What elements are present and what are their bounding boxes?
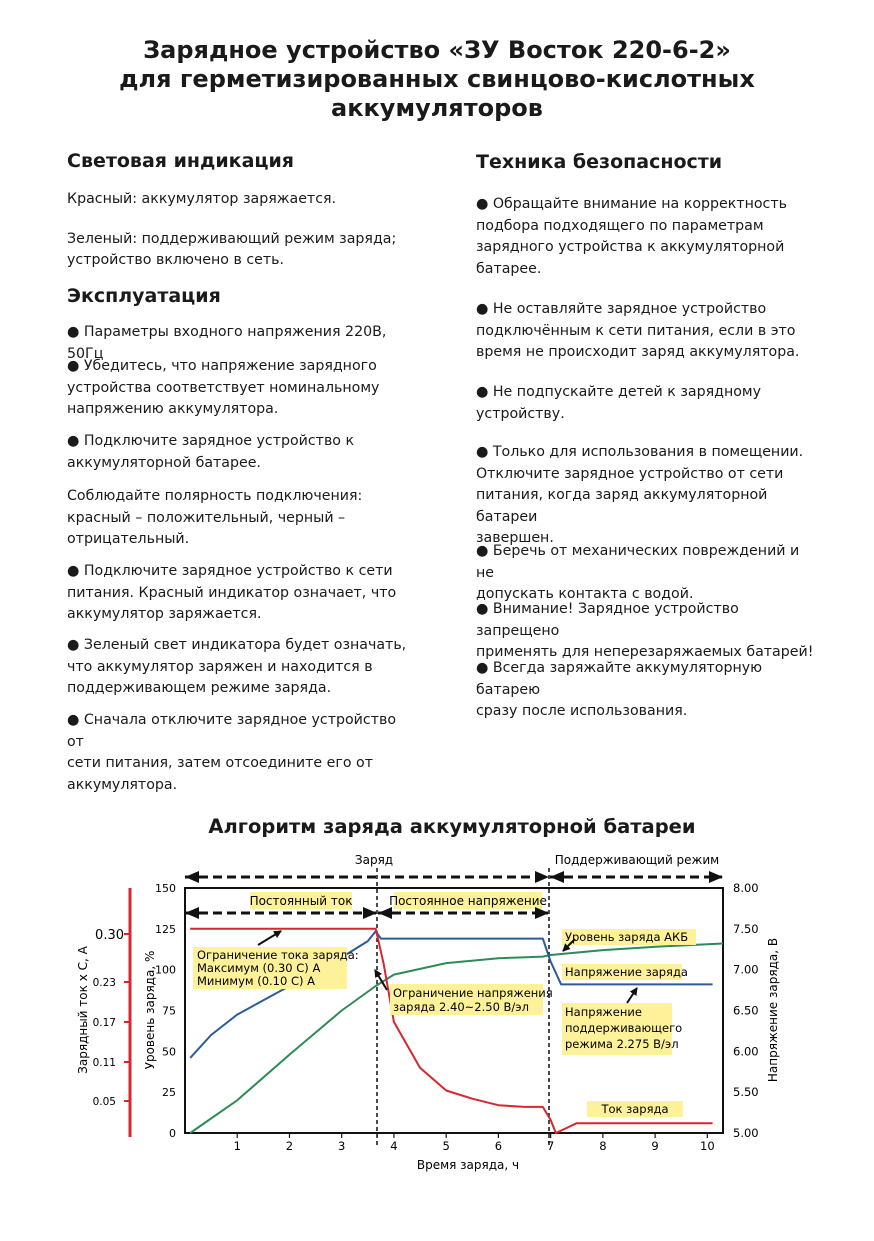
svg-text:Уровень заряда АКБ: Уровень заряда АКБ: [565, 930, 689, 944]
svg-text:Напряжение: Напряжение: [565, 1005, 642, 1019]
operation-item: ● Подключите зарядное устройство к аккумуляторной батарее.: [67, 433, 355, 471]
safety-item: ● Не подпускайте детей к зарядному устройству.: [476, 384, 762, 422]
indication-green-line-2: устройство включено в сеть.: [67, 252, 285, 268]
x-tick-label: 9: [651, 1139, 659, 1153]
phase-float-label: Поддерживающий режим: [554, 853, 720, 867]
safety-item: ● Только для использования в помещении. Отключите зарядное устройство от сети питания, когда заряд аккумуляторной батареи завершен.: [476, 444, 804, 546]
x-tick-label: 7: [546, 1139, 555, 1153]
left-tick-label: 50: [162, 1045, 176, 1059]
current-tick-label: 0.05: [92, 1096, 116, 1108]
left-tick-label: 0: [169, 1127, 176, 1140]
phase-float-arrow-left: [550, 871, 564, 883]
safety-item: ● Не оставляйте зарядное устройство подключённым к сети питания, если в это время не происходит заряд аккумулятора.: [476, 301, 800, 360]
title-line-3: аккумуляторов: [331, 94, 543, 122]
annotation-float-voltage: [562, 988, 682, 1055]
svg-text:Ток заряда: Ток заряда: [601, 1102, 669, 1116]
stage-cc-arrow-right: [363, 907, 377, 919]
chart-title: Алгоритм заряда аккумуляторной батареи: [208, 815, 696, 838]
stage-cc-label: Постоянный ток: [249, 894, 353, 908]
safety-item: ● Беречь от механических повреждений и не допускать контакта с водой.: [476, 543, 800, 602]
svg-text:Ограничение напряжения: Ограничение напряжения: [393, 986, 553, 1000]
x-tick-label: 4: [390, 1139, 398, 1153]
operation-item: ● Убедитесь, что напряжение зарядного устройства соответствует номинальному напряжению аккумулятора.: [67, 358, 380, 417]
current-tick-label: 0.17: [92, 1017, 116, 1029]
indication-green-line-1: Зеленый: поддерживающий режим заряда;: [67, 231, 397, 247]
operation-heading: Эксплуатация: [67, 285, 221, 307]
operation-item: ● Параметры входного напряжения 220В, 50Гц: [67, 324, 387, 362]
current-tick-label: 0.11: [92, 1057, 116, 1069]
current-tick-label: 0.30: [95, 928, 124, 943]
right-tick-label: 7.50: [733, 921, 759, 936]
left-axis-label: Уровень заряда, %: [143, 950, 157, 1070]
annotation-charge-current: [587, 1101, 683, 1117]
phase-charge-arrow-right: [535, 871, 549, 883]
safety-item: ● Всегда заряжайте аккумуляторную батарею сразу после использования.: [476, 660, 763, 719]
right-tick-label: 6.00: [733, 1044, 759, 1059]
right-tick-label: 7.00: [733, 962, 759, 977]
right-axis-label: Напряжение заряда, В: [766, 937, 780, 1083]
x-tick-label: 10: [700, 1139, 715, 1153]
stage-cc-arrow-left: [185, 907, 199, 919]
right-tick-label: 6.50: [733, 1003, 759, 1018]
operation-item: ● Сначала отключите зарядное устройство от сети питания, затем отсоедините его от аккумулятора.: [67, 712, 397, 793]
svg-text:Минимум (0.10 С) А: Минимум (0.10 С) А: [197, 974, 315, 988]
annotation-current-limit: [193, 931, 359, 989]
left-tick-label: 100: [155, 963, 176, 977]
left-tick-label: 150: [155, 882, 176, 895]
stage-cv-label: Постоянное напряжение: [389, 894, 547, 908]
indication-red: Красный: аккумулятор заряжается.: [67, 191, 337, 207]
title-line-2: для герметизированных свинцово-кислотных: [119, 65, 755, 93]
phase-charge-arrow-left: [185, 871, 199, 883]
safety-heading: Техника безопасности: [476, 151, 723, 173]
left-tick-label: 75: [162, 1004, 176, 1018]
operation-item: ● Подключите зарядное устройство к сети питания. Красный индикатор означает, что аккумулятор заряжается.: [67, 563, 397, 622]
title-line-1: Зарядное устройство «ЗУ Восток 220-6-2»: [143, 36, 731, 64]
safety-item: ● Обращайте внимание на корректность подбора подходящего по параметрам зарядного устройства к аккумуляторной батарее.: [476, 196, 787, 277]
phase-float-arrow-right: [709, 871, 723, 883]
indication-heading: Световая индикация: [67, 150, 294, 172]
operation-item: ● Зеленый свет индикатора будет означать, что аккумулятор заряжен и находится в поддерживающем режиме заряда.: [67, 637, 407, 696]
right-tick-label: 8.00: [733, 881, 759, 895]
x-axis-label: Время заряда, ч: [416, 1158, 520, 1172]
svg-text:Напряжение заряда: Напряжение заряда: [565, 965, 688, 979]
right-tick-label: 5.50: [733, 1085, 759, 1100]
current-tick-label: 0.23: [92, 977, 116, 989]
x-tick-label: 2: [285, 1139, 294, 1153]
x-tick-label: 6: [494, 1139, 503, 1153]
operation-item: Соблюдайте полярность подключения: красный – положительный, черный – отрицательный.: [67, 488, 363, 547]
svg-text:Ограничение тока заряда:: Ограничение тока заряда:: [197, 948, 359, 962]
safety-item: ● Внимание! Зарядное устройство запрещено применять для неперезаряжаемых батарей!: [476, 601, 814, 660]
x-tick-label: 8: [599, 1139, 607, 1153]
stage-cv-arrow-left: [378, 907, 392, 919]
x-tick-label: 1: [233, 1139, 241, 1153]
annotation-charge-voltage: [562, 964, 688, 980]
svg-text:режима 2.275 В/эл: режима 2.275 В/эл: [565, 1037, 679, 1051]
svg-text:заряда 2.40~2.50 В/эл: заряда 2.40~2.50 В/эл: [393, 1000, 529, 1014]
left-tick-label: 125: [155, 922, 176, 936]
phase-charge-label: Заряд: [354, 853, 394, 867]
x-tick-label: 5: [442, 1139, 450, 1153]
x-tick-label: 3: [338, 1139, 346, 1153]
left-tick-label: 25: [162, 1086, 176, 1100]
right-tick-label: 5.00: [733, 1126, 759, 1140]
annotation-voltage-limit: [375, 970, 553, 1015]
svg-text:поддерживающего: поддерживающего: [565, 1021, 683, 1035]
current-axis-label: Зарядный ток х С, А: [76, 946, 90, 1074]
svg-text:Максимум (0.30 С) А: Максимум (0.30 С) А: [197, 961, 321, 975]
